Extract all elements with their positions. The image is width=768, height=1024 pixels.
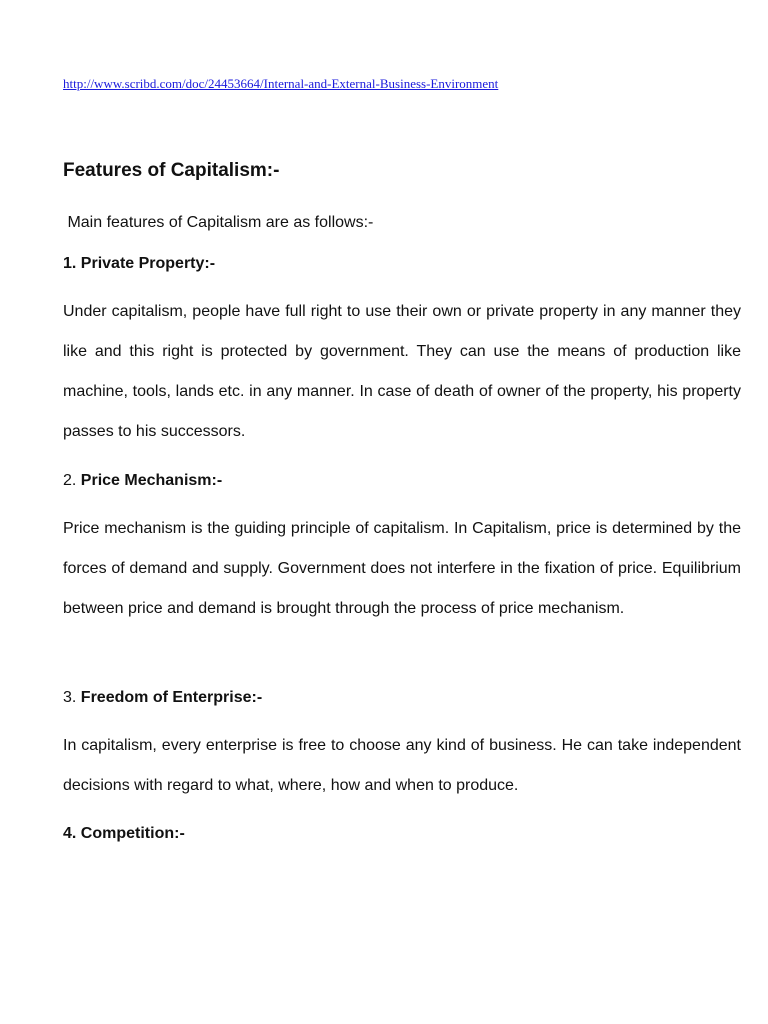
section-3-title: Freedom of Enterprise:- (80, 689, 263, 706)
source-link[interactable]: http://www.scribd.com/doc/24453664/Internal-and-External-Business-Environment (63, 76, 499, 91)
section-2-heading (63, 472, 222, 490)
section-1-number: 1. (63, 255, 77, 272)
section-4-title: Competition:- (80, 825, 185, 842)
section-2-number: 2. (63, 472, 77, 489)
section-1-body: Under capitalism, people have full right to use their own or private property in any manner they like and this right is protected by government. They can use the means of production like machine, tools, lands etc. in any manner. In case of death of owner of the property, his property passes to his successors. (63, 303, 741, 440)
section-4-number: 4. (63, 825, 77, 842)
section-3-heading (63, 689, 262, 707)
section-3-body: In capitalism, every enterprise is free to choose any kind of business. He can take independent decisions with regard to what, where, how and when to produce. (63, 737, 741, 794)
section-2-title: Price Mechanism:- (80, 472, 223, 489)
intro-text: Main features of Capitalism are as follows:- (63, 214, 374, 231)
section-1-heading (63, 255, 215, 273)
section-4-heading (63, 825, 185, 843)
section-3-number: 3. (63, 689, 77, 706)
document-title: Features of Capitalism:- (63, 160, 280, 181)
section-2-body: Price mechanism is the guiding principle of capitalism. In Capitalism, price is determined by the forces of demand and supply. Government does not interfere in the fixation of price. Equilibrium between price and demand is brought through the process of price mechanism. (63, 520, 741, 617)
section-1-title: Private Property:- (80, 255, 216, 272)
